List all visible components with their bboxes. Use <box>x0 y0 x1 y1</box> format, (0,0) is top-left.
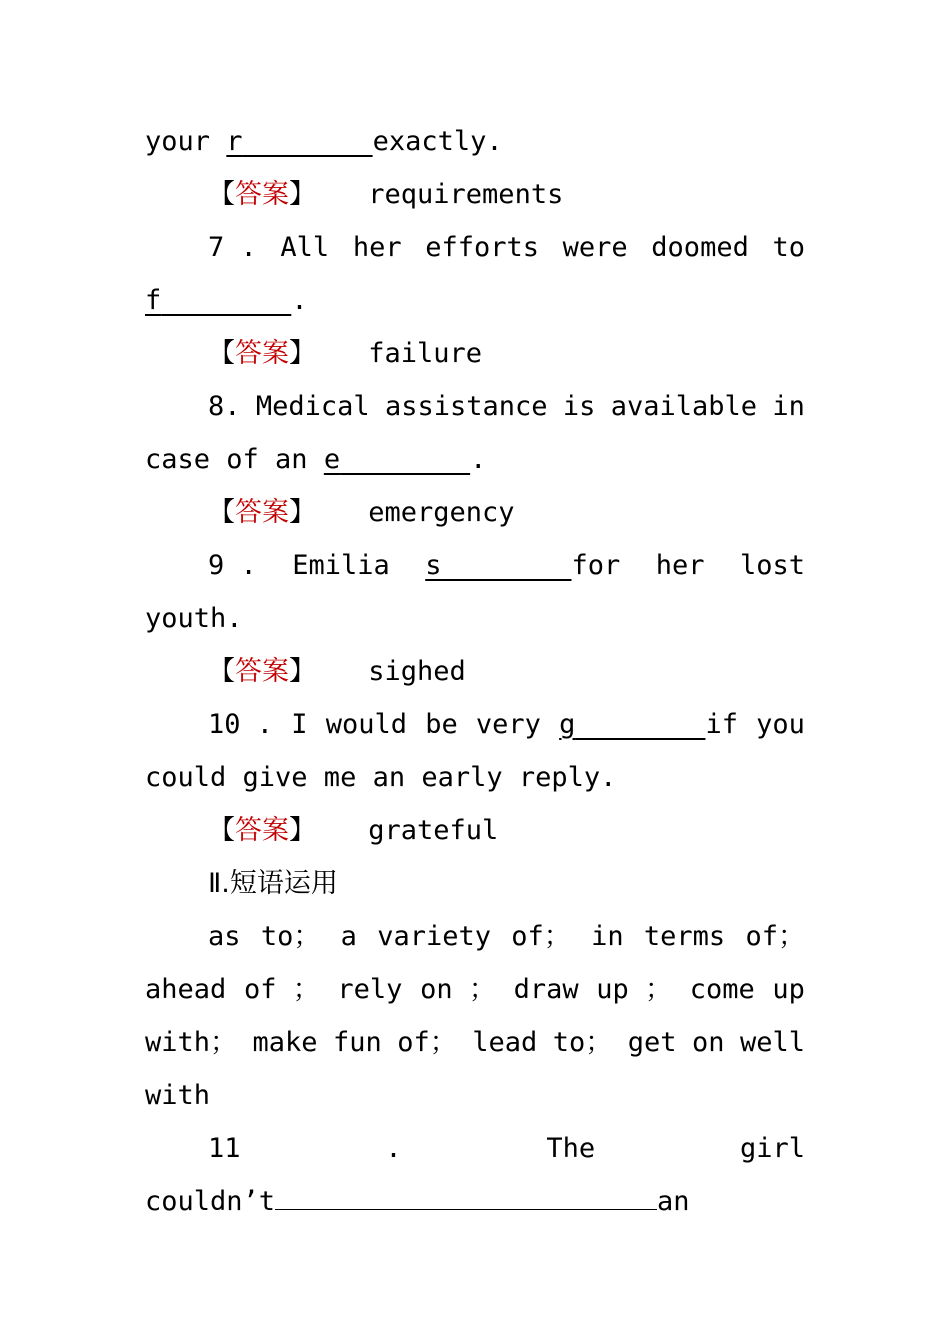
q11-blank <box>275 1179 657 1210</box>
answer-6: requirements <box>368 179 564 210</box>
answer-7: failure <box>368 338 483 369</box>
question-7-line-2: f . <box>145 274 805 327</box>
answer-7-line: 【答案】 failure <box>208 338 483 369</box>
q10-blank: g <box>559 709 576 740</box>
question-6-line <box>145 115 805 168</box>
answer-8: emergency <box>368 497 515 528</box>
answer-label: 答案 <box>235 179 289 210</box>
answer-9: sighed <box>368 656 466 687</box>
q8-blank: e <box>323 444 341 475</box>
answer-10: grateful <box>368 815 499 846</box>
q6-blank: r <box>226 126 243 157</box>
question-9-line: 9 . Emilia s for her lost <box>145 539 805 592</box>
question-11-line-2: couldn’t an <box>145 1175 805 1228</box>
question-11-line: 11 . The girl <box>208 1133 805 1164</box>
q9-blank: s <box>425 550 442 581</box>
q6-prefix: your <box>145 126 211 157</box>
answer-8-line: 【答案】 emergency <box>208 497 515 528</box>
question-10-line: 10 . I would be very g if you <box>145 698 805 751</box>
answer-9-line: 【答案】 sighed <box>208 656 466 687</box>
phrase-list-line-4: with <box>145 1080 211 1111</box>
question-8-line: 8. Medical assistance is available in <box>208 391 805 422</box>
question-9-line-2: youth. <box>145 603 243 634</box>
question-10-line-2: could give me an early reply. <box>145 762 617 793</box>
question-8-line-2: case of an e . <box>145 433 805 486</box>
question-7-line: 7 . All her efforts were doomed to <box>208 232 805 263</box>
section-2-heading: Ⅱ.短语运用 <box>208 868 338 899</box>
phrase-list-line-3: with； make fun of； lead to； get on well <box>145 1027 805 1058</box>
phrase-list-line-1: as to； a variety of； in terms of； <box>208 921 805 952</box>
answer-6-line: 【答案】 requirements <box>208 179 564 210</box>
answer-10-line: 【答案】 grateful <box>208 815 499 846</box>
q6-suffix: exactly. <box>372 126 503 157</box>
q7-blank: f <box>145 285 162 316</box>
phrase-list-line-2: ahead of ； rely on ； draw up ； come up <box>145 974 805 1005</box>
